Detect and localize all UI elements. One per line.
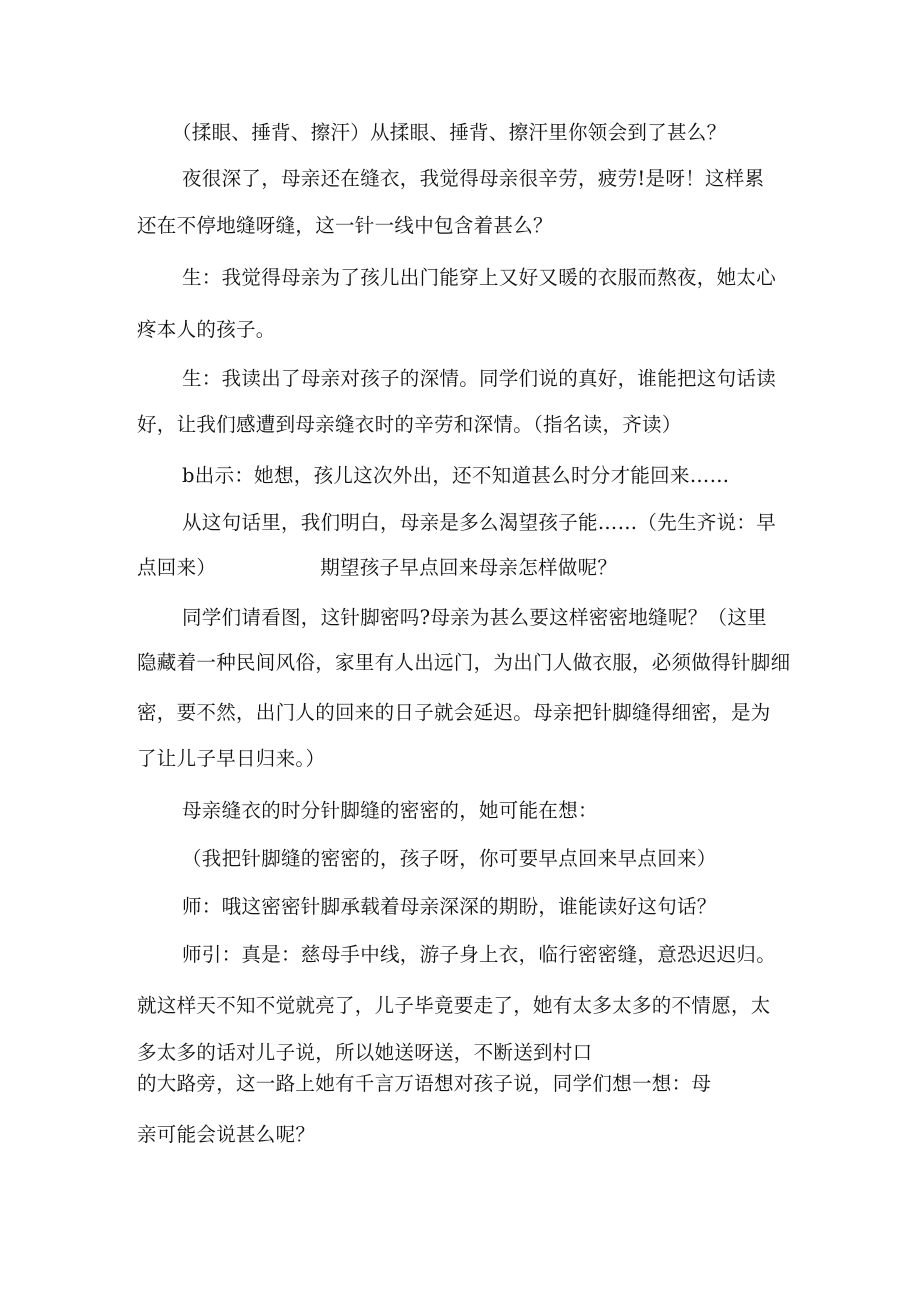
text-line-10: [137, 555, 617, 581]
text-line-13: 密，要不然，出门人的回来的日子就会延迟。母亲把针脚缝得细密，是为: [137, 701, 771, 724]
text-line-9: 从这句话里，我们明白，母亲是多么渴望孩子能……（先生齐说：早: [182, 511, 777, 534]
text-line-11: 同学们请看图，这针脚密吗?母亲为甚么要这样密密地缝呢？（这里: [182, 606, 767, 629]
text-line-6: 生：我读出了母亲对孩子的深情。同学们说的真好，谁能把这句话读: [182, 367, 777, 390]
text-line-21: 的大路旁，这一路上她有千言万语想对孩子说，同学们想一想：母: [137, 1072, 712, 1095]
text-line-2: 夜很深了，母亲还在缝衣，我觉得母亲很辛劳，疲劳!是呀！这样累: [182, 167, 765, 190]
text-line-19: 就这样天不知不觉就亮了，儿子毕竟要走了，她有太多太多的不情愿，太: [137, 994, 771, 1017]
text-line-4: 生：我觉得母亲为了孩儿出门能穿上又好又暖的衣服而熬夜，她太心: [182, 266, 777, 289]
text-line-15: 母亲缝衣的时分针脚缝的密密的，她可能在想：: [182, 799, 598, 822]
text-line-14: 了让儿子早日归来。）: [137, 747, 326, 770]
text-line-10-start: 点回来）: [137, 556, 217, 579]
text-line-3: 还在不停地缝呀缝，这一针一线中包含着甚么？: [137, 214, 553, 237]
text-line-5: 疼本人的孩子。: [137, 318, 276, 341]
text-line-20: 多太多的话对儿子说，所以她送呀送，不断送到村口: [137, 1041, 593, 1064]
text-line-10-end: 期望孩子早点回来母亲怎样做呢？: [320, 556, 618, 579]
text-line-1: （揉眼、捶背、擦汗）从揉眼、捶背、擦汗里你领会到了甚么？: [172, 121, 727, 144]
text-line-7: 好，让我们感遭到母亲缝衣时的辛劳和深情。（指名读，齐读）: [137, 413, 682, 436]
text-line-18: 师引：真是：慈母手中线，游子身上衣，临行密密缝，意恐迟迟归。: [182, 943, 777, 966]
text-line-8: b出示：她想，孩儿这次外出，还不知道甚么时分才能回来……: [182, 464, 730, 487]
text-line-16: （我把针脚缝的密密的，孩子呀，你可要早点回来早点回来）: [182, 847, 717, 870]
text-line-22: 亲可能会说甚么呢？: [137, 1123, 316, 1146]
text-line-12: 隐藏着一种民间风俗，家里有人出远门，为出门人做衣服，必须做得针脚细: [137, 651, 791, 674]
text-line-17: 师：哦这密密针脚承载着母亲深深的期盼，谁能读好这句话？: [182, 895, 717, 918]
